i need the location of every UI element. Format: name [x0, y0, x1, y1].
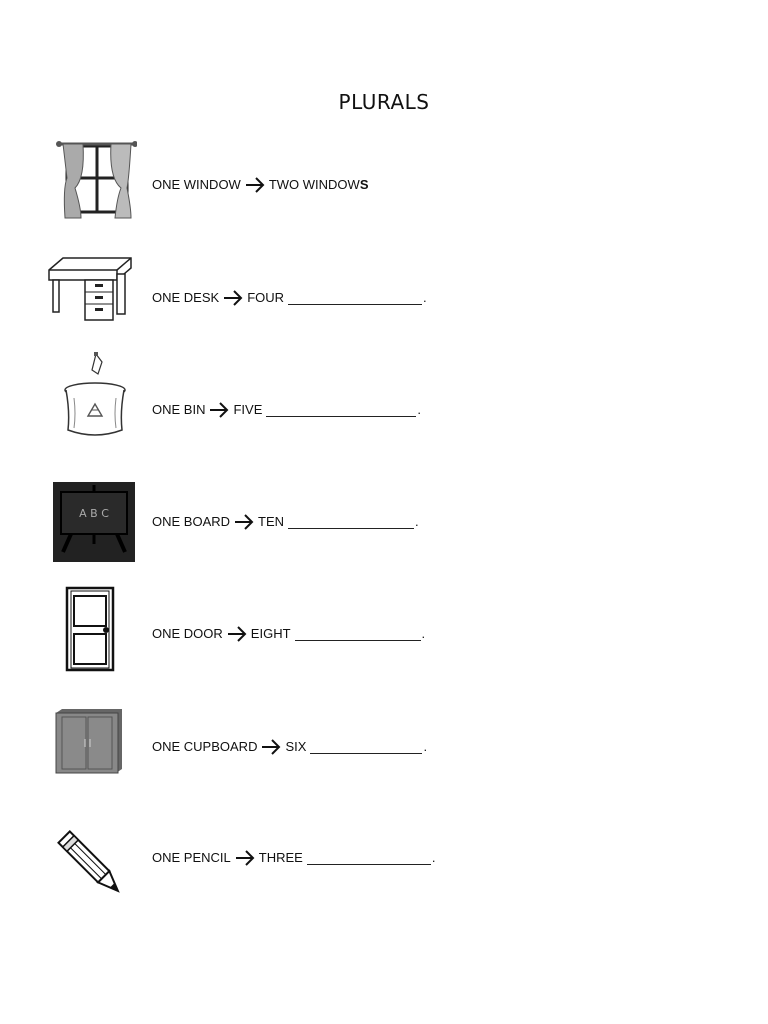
period: .	[421, 626, 426, 641]
answer-blank[interactable]	[288, 291, 422, 305]
arrow-right-icon	[244, 176, 266, 194]
item-text	[152, 511, 419, 529]
period: .	[431, 850, 436, 865]
item-text	[152, 736, 427, 754]
desk-icon	[45, 252, 135, 322]
answer-blank[interactable]	[266, 403, 416, 417]
singular-text: ONE BOARD	[152, 514, 231, 529]
arrow-right-icon	[222, 289, 244, 307]
page-title: PLURALS	[338, 90, 430, 114]
number-word: TEN	[258, 514, 285, 529]
arrow-right-icon	[233, 513, 255, 531]
period: .	[415, 514, 419, 529]
number-word: FIVE	[233, 402, 263, 417]
number-word: THREE	[258, 850, 303, 865]
period: .	[423, 290, 427, 305]
period: .	[423, 739, 428, 754]
singular-text: ONE DOOR	[152, 626, 223, 641]
arrow-right-icon	[234, 849, 256, 867]
answer-blank[interactable]	[307, 851, 431, 865]
singular-text: ONE WINDOW	[152, 177, 241, 192]
window-icon	[55, 138, 137, 220]
item-text	[152, 623, 425, 641]
singular-text: ONE BIN	[152, 402, 206, 417]
item-text	[152, 287, 427, 305]
cupboard-icon	[54, 709, 124, 775]
answer-blank[interactable]	[295, 627, 421, 641]
arrow-right-icon	[260, 738, 282, 756]
number-word: FOUR	[247, 290, 285, 305]
singular-text: ONE DESK	[152, 290, 220, 305]
plural-answer: TWO WINDOWS	[268, 177, 369, 192]
item-text	[152, 847, 435, 865]
arrow-right-icon	[208, 401, 230, 419]
number-word: EIGHT	[250, 626, 291, 641]
item-text	[152, 174, 368, 192]
board-letters: A B C	[79, 507, 109, 520]
door-icon	[65, 586, 115, 672]
number-word: SIX	[285, 739, 307, 754]
chalkboard-icon	[53, 482, 135, 562]
singular-text: ONE PENCIL	[152, 850, 231, 865]
period: .	[417, 402, 421, 417]
answer-blank[interactable]	[288, 515, 414, 529]
answer-blank[interactable]	[310, 740, 422, 754]
item-text	[152, 399, 421, 417]
singular-text: ONE CUPBOARD	[152, 739, 258, 754]
pencil-icon	[55, 826, 127, 902]
recycle-bin-icon	[62, 350, 128, 440]
arrow-right-icon	[226, 625, 248, 643]
